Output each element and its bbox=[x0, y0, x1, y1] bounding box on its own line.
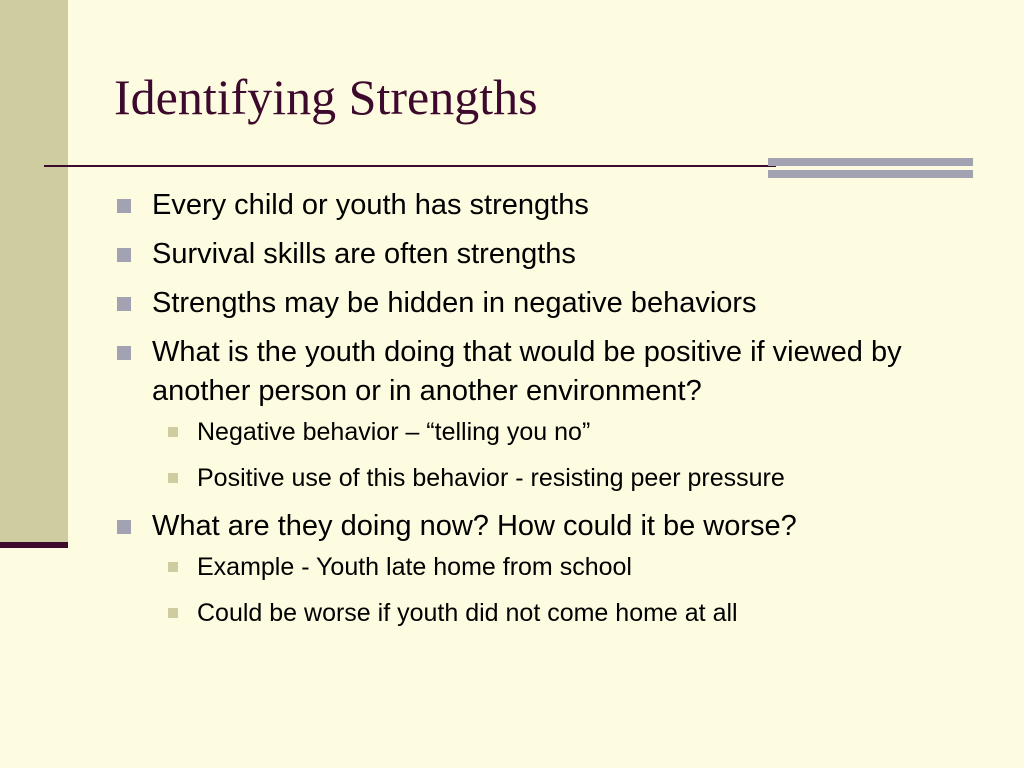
square-bullet-icon bbox=[117, 248, 131, 262]
bullet-item bbox=[114, 333, 994, 411]
divider-stripe-bottom bbox=[768, 170, 973, 178]
sub-bullet-item bbox=[114, 461, 994, 495]
square-bullet-icon bbox=[117, 199, 131, 213]
square-bullet-icon bbox=[117, 346, 131, 360]
title-divider-line bbox=[44, 165, 776, 167]
bullet-item bbox=[114, 235, 994, 274]
divider-stripe-top bbox=[768, 158, 973, 166]
square-sub-bullet-icon bbox=[168, 562, 178, 572]
square-bullet-icon bbox=[117, 520, 131, 534]
bullet-text: Strengths may be hidden in negative behaviors bbox=[152, 287, 757, 319]
bullet-text: What are they doing now? How could it be worse? bbox=[152, 510, 797, 542]
sub-bullet-item bbox=[114, 415, 994, 449]
sub-bullet-item bbox=[114, 596, 994, 630]
sub-bullet-text: Could be worse if youth did not come home at all bbox=[197, 599, 738, 627]
bullet-text: Survival skills are often strengths bbox=[152, 238, 576, 270]
bullet-text: What is the youth doing that would be positive if viewed by another person or in another environment? bbox=[152, 336, 902, 407]
bullet-list bbox=[114, 186, 994, 642]
square-sub-bullet-icon bbox=[168, 608, 178, 618]
sub-bullet-item bbox=[114, 550, 994, 584]
side-accent-underline bbox=[0, 542, 68, 548]
sub-bullet-text: Example - Youth late home from school bbox=[197, 553, 632, 581]
square-sub-bullet-icon bbox=[168, 427, 178, 437]
sub-bullet-text: Negative behavior – “telling you no” bbox=[197, 418, 591, 446]
slide-title: Identifying Strengths bbox=[114, 69, 538, 125]
bullet-item bbox=[114, 507, 994, 546]
square-sub-bullet-icon bbox=[168, 473, 178, 483]
bullet-item bbox=[114, 284, 994, 323]
sub-bullet-text: Positive use of this behavior - resisting peer pressure bbox=[197, 464, 785, 492]
bullet-text: Every child or youth has strengths bbox=[152, 189, 589, 221]
side-accent-band bbox=[0, 0, 68, 545]
square-bullet-icon bbox=[117, 297, 131, 311]
title-divider-accent bbox=[768, 158, 973, 178]
bullet-item bbox=[114, 186, 994, 225]
